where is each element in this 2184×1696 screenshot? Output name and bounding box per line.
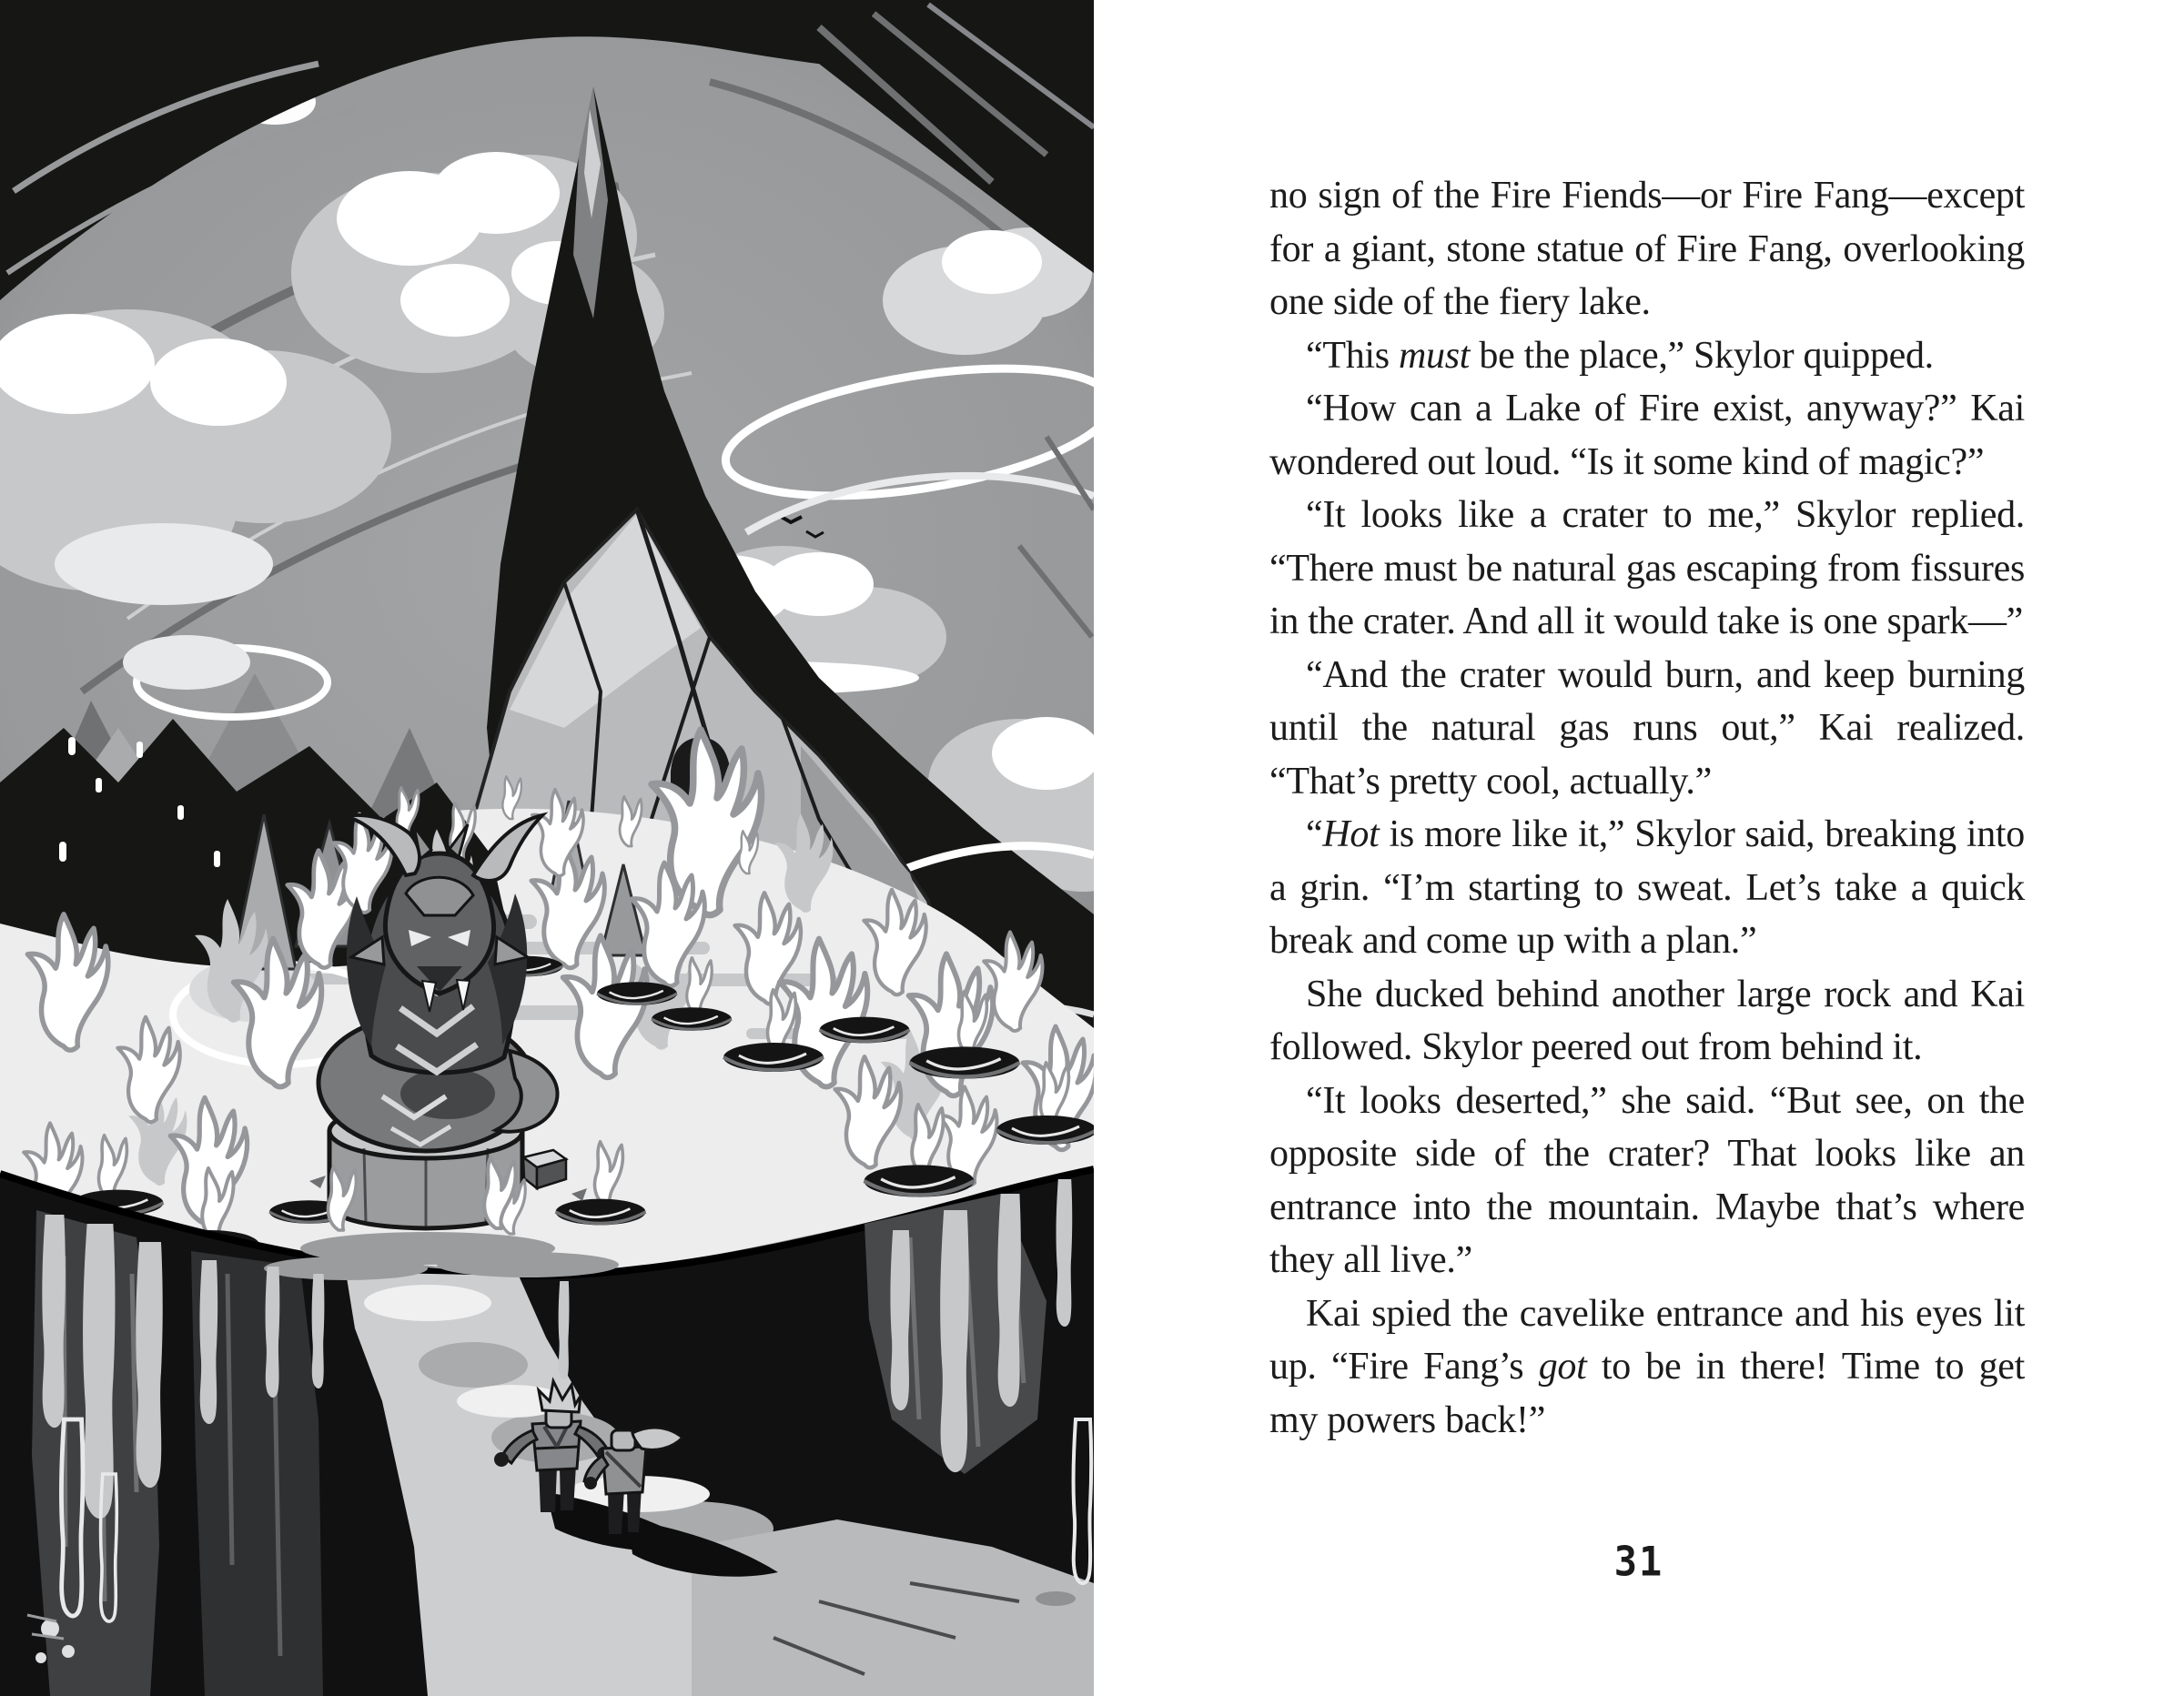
paragraph: She ducked behind another large rock and Kai followed. Skylor peered out from behind it. [1269,973,2025,1068]
text-page [1094,0,2184,1696]
paragraph: “It looks like a crater to me,” Skylor replied. “There must be natural gas escaping from fissures in the crater. And all it would take is one spark—” [1269,494,2025,642]
paragraph: “And the crater would burn, and keep burning until the natural gas runs out,” Kai realized. “That’s pretty cool, actually.” [1269,653,2025,803]
paragraph: “How can a Lake of Fire exist, anyway?” Kai wondered out loud. “Is it some kind of magic?” [1269,388,2025,483]
story-text [1269,169,2025,1447]
paragraph: Kai spied the cavelike entrance and his eyes lit up. “Fire Fang’s got to be in there! Time to get my powers back!” [1269,1292,2025,1441]
paragraph: “It looks deserted,” she said. “But see, on the opposite side of the crater? That looks like an entrance into the mountain. Maybe that’s where they all live.” [1269,1079,2025,1281]
paragraph: “This must be the place,” Skylor quipped. [1306,334,1934,377]
paragraph: “Hot is more like it,” Skylor said, breaking into a grin. “I’m starting to sweat. Let’s take a quick break and come up with a plan.” [1269,813,2025,962]
page-number: 31 [1613,1538,1664,1586]
paragraph: no sign of the Fire Fiends—or Fire Fang—except for a giant, stone statue of Fire Fang, overlooking one side of the fiery lake. [1269,175,2025,323]
